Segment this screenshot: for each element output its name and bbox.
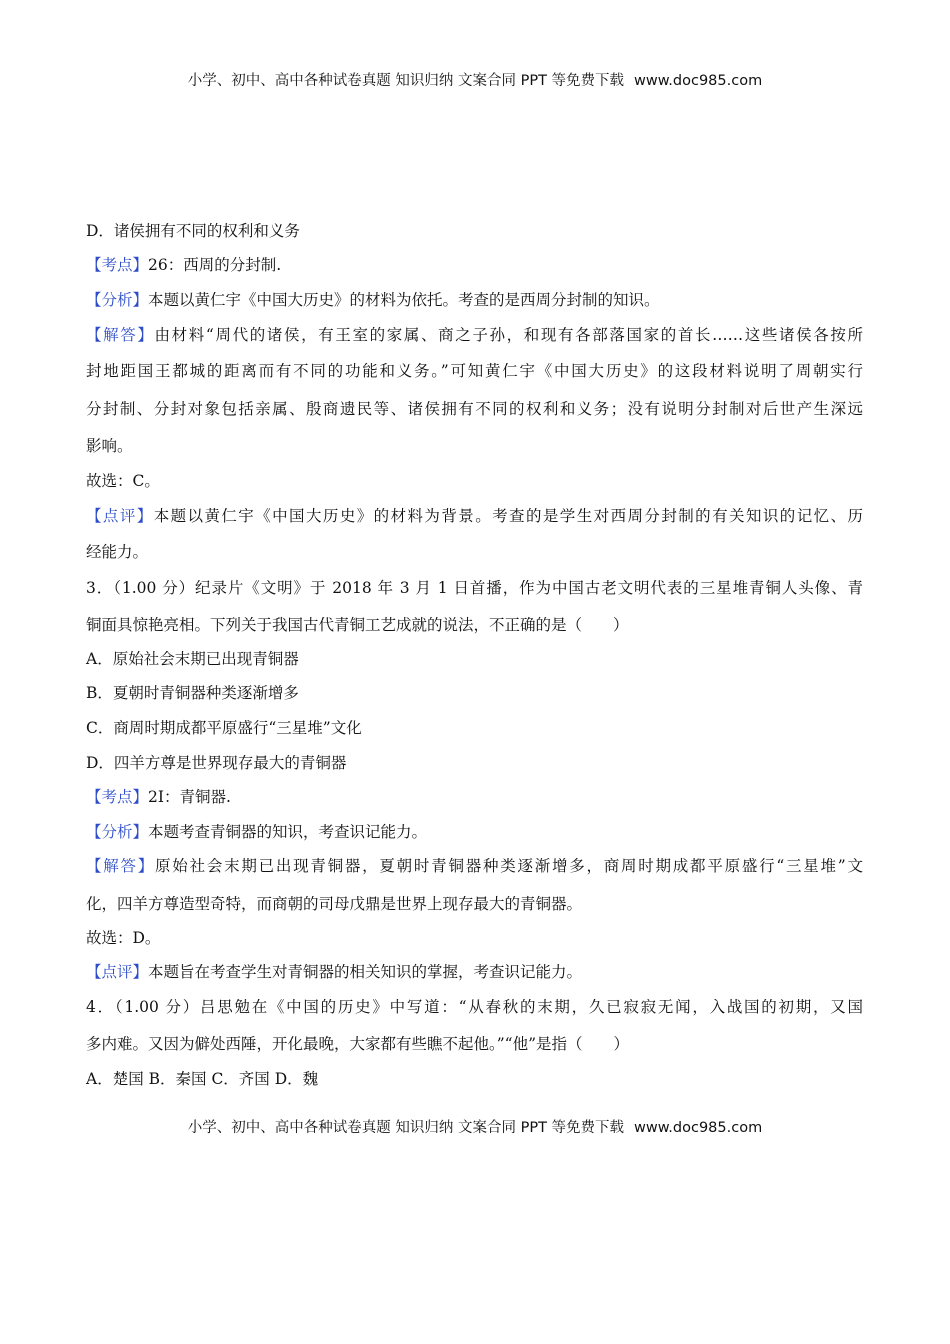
section-tag: 【点评】 (86, 963, 149, 981)
line-text: 故选：C。 (86, 472, 160, 490)
line-text: 铜面具惊艳亮相。下列关于我国古代青铜工艺成就的说法，不正确的是（ ） (86, 616, 629, 634)
section-tag: 【考点】 (86, 256, 149, 274)
line-text: A．原始社会末期已出现青铜器 (86, 650, 299, 668)
text-line (86, 542, 863, 562)
text-line (86, 290, 863, 310)
text-line (86, 1069, 863, 1089)
text-line (86, 325, 863, 345)
text-line (86, 255, 863, 275)
text-line (86, 399, 863, 419)
line-text: 故选：D。 (86, 929, 161, 947)
section-tag: 【分析】 (86, 823, 149, 841)
line-text: 原始社会末期已出现青铜器，夏朝时青铜器种类逐渐增多，商周时期成都平原盛行“三星堆”文 (155, 857, 863, 875)
text-line (86, 506, 863, 526)
text-line (86, 997, 863, 1017)
footer-url: www.doc985.com (634, 1120, 763, 1136)
line-text: 本题以黄仁宇《中国大历史》的材料为背景。考查的是学生对西周分封制的有关知识的记忆、历 (153, 507, 863, 525)
line-text: 化，四羊方尊造型奇特，而商朝的司母戊鼎是世界上现存最大的青铜器。 (86, 895, 583, 913)
text-line (86, 753, 863, 773)
line-text: D．诸侯拥有不同的权利和义务 (86, 222, 300, 240)
text-line (86, 894, 863, 914)
line-text: 本题旨在考查学生对青铜器的相关知识的掌握，考查识记能力。 (148, 963, 583, 981)
line-text: 多内难。又因为僻处西陲，开化最晚，大家都有些瞧不起他。”“他”是指（ ） (86, 1035, 630, 1053)
line-text: B．夏朝时青铜器种类逐渐增多 (86, 684, 299, 702)
line-text: 本题以黄仁宇《中国大历史》的材料为依托。考查的是西周分封制的知识。 (148, 291, 660, 309)
text-line (86, 962, 863, 982)
section-tag: 【解答】 (86, 857, 156, 875)
section-tag: 【分析】 (86, 291, 149, 309)
line-text: C．商周时期成都平原盛行“三星堆”文化 (86, 719, 362, 737)
line-text: 26：西周的分封制. (148, 256, 282, 274)
text-line (86, 361, 863, 381)
section-tag: 【点评】 (86, 507, 154, 525)
header-text: 小学、初中、高中各种试卷真题 知识归纳 文案合同 PPT 等免费下载 (187, 73, 625, 89)
section-tag: 【解答】 (86, 326, 155, 344)
text-line (86, 787, 863, 807)
line-text: 封地距国王都城的距离而有不同的功能和义务。”可知黄仁宇《中国大历史》的这段材料说明了周朝实行 (86, 362, 863, 380)
text-line (86, 1034, 863, 1054)
line-text: 分封制、分封对象包括亲属、殷商遗民等、诸侯拥有不同的权利和义务；没有说明分封制对后世产生深远 (86, 400, 863, 418)
line-text: 2I：青铜器. (148, 788, 231, 806)
text-line (86, 471, 863, 491)
text-line (86, 649, 863, 669)
footer-text: 小学、初中、高中各种试卷真题 知识归纳 文案合同 PPT 等免费下载 (187, 1120, 625, 1136)
line-text: 由材料“周代的诸侯，有王室的家属、商之子孙，和现有各部落国家的首长……这些诸侯各按所 (154, 326, 863, 344)
text-line (86, 856, 863, 876)
text-line (86, 221, 863, 241)
header-url: www.doc985.com (634, 73, 763, 89)
line-text: A．楚国 B．秦国 C．齐国 D．魏 (86, 1070, 319, 1088)
text-line (86, 436, 863, 456)
text-line (86, 615, 863, 635)
line-text: 影响。 (86, 437, 133, 455)
text-line (86, 822, 863, 842)
page-header (0, 69, 950, 90)
line-text: 4．（1.00 分）吕思勉在《中国的历史》中写道：“从春秋的末期，久已寂寂无闻，入战国的初期，又国 (86, 998, 863, 1016)
section-tag: 【考点】 (86, 788, 149, 806)
text-line (86, 578, 863, 598)
text-line (86, 683, 863, 703)
line-text: 经能力。 (86, 543, 149, 561)
text-line (86, 718, 863, 738)
text-line (86, 928, 863, 948)
page-footer (0, 1116, 950, 1137)
line-text: 本题考查青铜器的知识，考查识记能力。 (148, 823, 428, 841)
line-text: D．四羊方尊是世界现存最大的青铜器 (86, 754, 347, 772)
line-text: 3．（1.00 分）纪录片《文明》于 2018 年 3 月 1 日首播，作为中国古老文明代表的三星堆青铜人头像、青 (86, 579, 863, 597)
